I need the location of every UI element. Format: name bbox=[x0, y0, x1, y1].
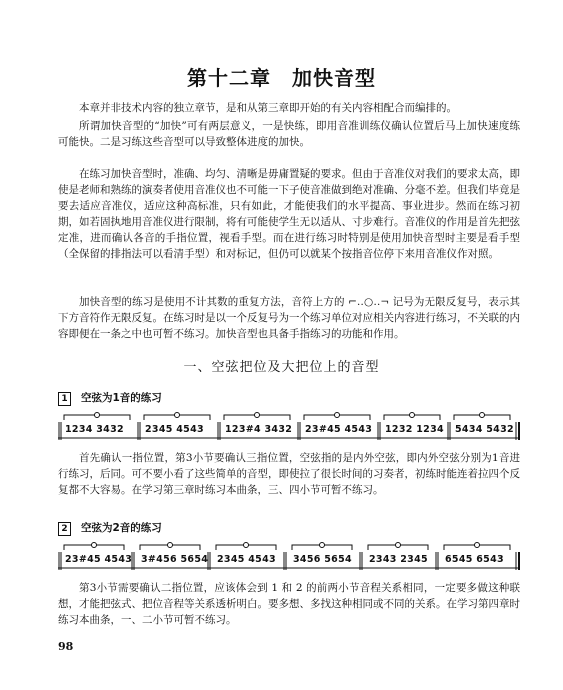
measure: 5434 5432 bbox=[455, 424, 514, 435]
measure: 23#45 4543 bbox=[65, 554, 133, 565]
measure: 3456 5654 bbox=[293, 554, 352, 565]
exercise-1-notation bbox=[58, 408, 520, 442]
paragraph-intro: 本章并非技术内容的独立章节，是和从第三章即开始的有关内容相配合而编排的。 bbox=[79, 102, 457, 114]
chapter-title: 第十二章 加快音型 bbox=[187, 66, 376, 90]
measure: 2345 4543 bbox=[217, 554, 276, 565]
paragraph-accuracy: 在练习加快音型时，准确、均匀、清晰是毋庸置疑的要求。但由于音准仪对我们的要求太高，即使是老师和熟练的演奏者使用音准仪也不可能一下子使音准做到绝对准确、分毫不差。但我们毕竟是要去适应音准仪，适应这种高标准，只有如此，才能使我们的水平提高、事业进步。然而在练习初期，如若固执地用音准仪进行限制，将有可能使学生无以适从、寸步难行。音准仪的作用是首先把弦定准，进而确认各音的手指位置，视看手型。而在进行练习时特别是使用加快音型时主要是看手型（全保留的排指法可以看清手型）和对标记，但仍可以就某个按指音位停下来用音准仪作对照。 bbox=[58, 168, 520, 260]
exercise-2-label bbox=[58, 520, 162, 536]
page-number: 98 bbox=[58, 640, 74, 653]
paragraph-repeat-method: 加快音型的练习是使用不计其数的重复方法，音符上方的 ⌐‥○‥¬ 记号为无限反复号，表示其下方音符作无限反复。在练习时是以一个反复号为一个练习单位对应相关内容进行练习，不关联的内容即便在一条之中也可暂不练习。加快音型也具备手指练习的功能和作用。 bbox=[58, 296, 520, 340]
measure: 23#45 4543 bbox=[305, 424, 373, 435]
exercise-2-notation bbox=[58, 538, 520, 572]
exercise-2-number: 2 bbox=[58, 522, 71, 536]
section-heading: 一、空弦把位及大把位上的音型 bbox=[183, 360, 380, 375]
exercise-1-label bbox=[58, 390, 162, 406]
measure: 1234 3432 bbox=[65, 424, 124, 435]
paragraph-definition: 所谓加快音型的“加快”可有两层意义，一是快练，即用音准训练仪确认位置后马上加快速度练可能快。二是习练这些音型可以导致整体进度的加快。 bbox=[58, 120, 520, 148]
exercise-2-title: 空弦为2音的练习 bbox=[81, 522, 162, 534]
exercise-2-text: 第3小节需要确认二指位置，应该体会到 1 和 2 的前两小节音程关系相同，一定要多做这种联想，才能把弦式、把位音程等关系透析明白。要多想、多找这种相同或不同的关系。在学习第四章时练习本曲条，一、二小节可暂不练习。 bbox=[58, 582, 520, 626]
exercise-1-title: 空弦为1音的练习 bbox=[81, 392, 162, 404]
measure: 123#4 3432 bbox=[225, 424, 293, 435]
measure: 2343 2345 bbox=[369, 554, 428, 565]
measure: 2345 4543 bbox=[145, 424, 204, 435]
measure: 3#456 5654 bbox=[141, 554, 209, 565]
measure: 1232 1234 bbox=[385, 424, 444, 435]
exercise-1-text: 首先确认一指位置，第3小节要确认三指位置，空弦指的是内外空弦，即内外空弦分别为1音进行练习，后同。可不要小看了这些简单的音型，即使拉了很长时间的习奏者，初练时能连着拉四个反复都不大容易。在学习第三章时练习本曲条，三、四小节可暂不练习。 bbox=[58, 452, 520, 496]
measure: 6545 6543 bbox=[445, 554, 504, 565]
exercise-1-number: 1 bbox=[58, 392, 71, 406]
